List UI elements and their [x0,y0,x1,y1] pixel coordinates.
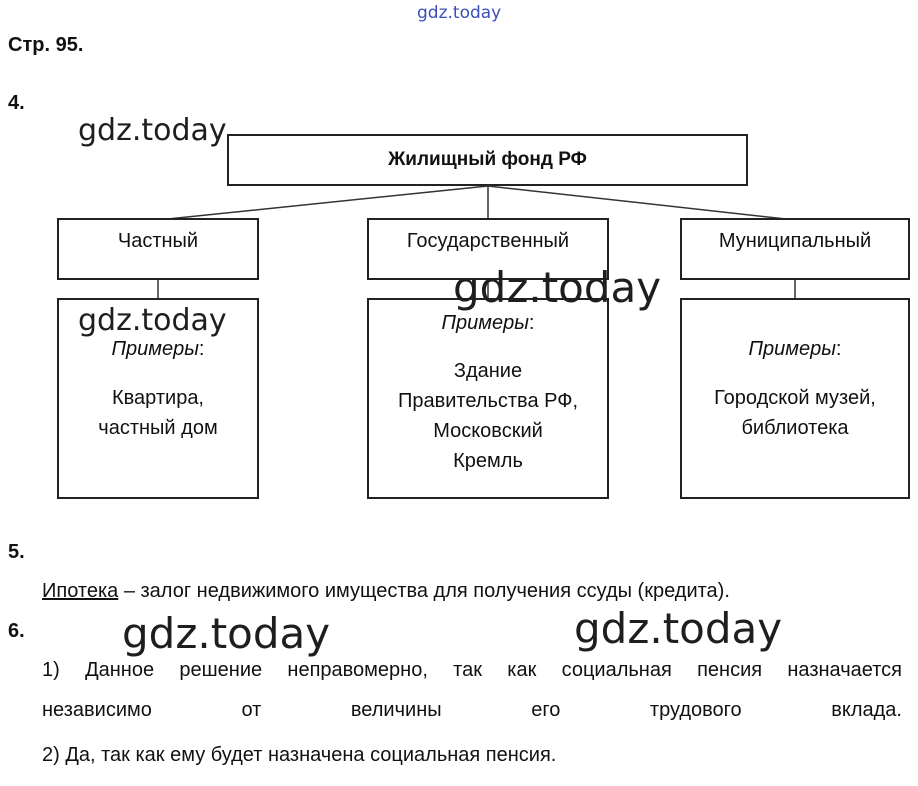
watermark-diagram-left-top: gdz.today [78,113,227,148]
examples-label-municipal-colon: : [835,338,842,360]
examples-text-state: Здание Правительства РФ, Московский Кремль [397,360,579,472]
watermark-diagram-left-mid: gdz.today [78,303,227,338]
examples-label-private [59,338,257,361]
examples-box-municipal [680,298,910,499]
branch-title-municipal: Муниципальный [718,230,872,252]
task6-word: величины [350,699,442,721]
examples-label-state-word: Примеры [441,312,529,334]
watermark-task6-right: gdz.today [574,604,783,653]
examples-label-municipal-word: Примеры [748,338,836,360]
task6-word: от [241,699,262,721]
task6-answer1-line1: 1) Данное решение неправомерно, так как социальная пенсия назначается [42,659,902,681]
examples-box-state [367,298,609,499]
branch-title-private: Частный [117,230,199,252]
examples-label-state [369,312,607,335]
task6-word: независимо [42,699,152,721]
examples-text-private: Квартира, частный дом [98,387,218,439]
task5-definition-text: – залог недвижимого имущества для получения ссуды (кредита). [118,580,730,602]
branch-box-municipal [680,218,910,280]
task4-number: 4. [8,92,25,114]
task6-answer2: 2) Да, так как ему будет назначена социальная пенсия. [42,744,557,766]
branch-title-state: Государственный [406,230,570,252]
diagram-root-label: Жилищный фонд РФ [388,149,587,170]
examples-text-municipal: Городской музей, библиотека [714,387,876,439]
task5-number: 5. [8,541,25,563]
watermark-diagram-center: gdz.today [453,263,662,312]
task6-number: 6. [8,620,25,642]
task6-word: трудового [649,699,742,721]
page-label: Стр. 95. [8,34,84,56]
watermark-top: gdz.today [417,3,502,23]
task6-answer1-line2 [42,699,902,722]
task5-definition [42,580,730,603]
examples-label-municipal [682,338,908,361]
watermark-task6-left: gdz.today [122,609,331,658]
branch-box-private [57,218,259,280]
examples-label-private-word: Примеры [111,338,199,360]
diagram-root-box [227,134,748,186]
examples-label-private-colon: : [198,338,205,360]
task6-word: вклада. [831,699,902,721]
task6-word: его [531,699,561,721]
examples-label-state-colon: : [528,312,535,334]
task5-term: Ипотека [42,580,119,602]
